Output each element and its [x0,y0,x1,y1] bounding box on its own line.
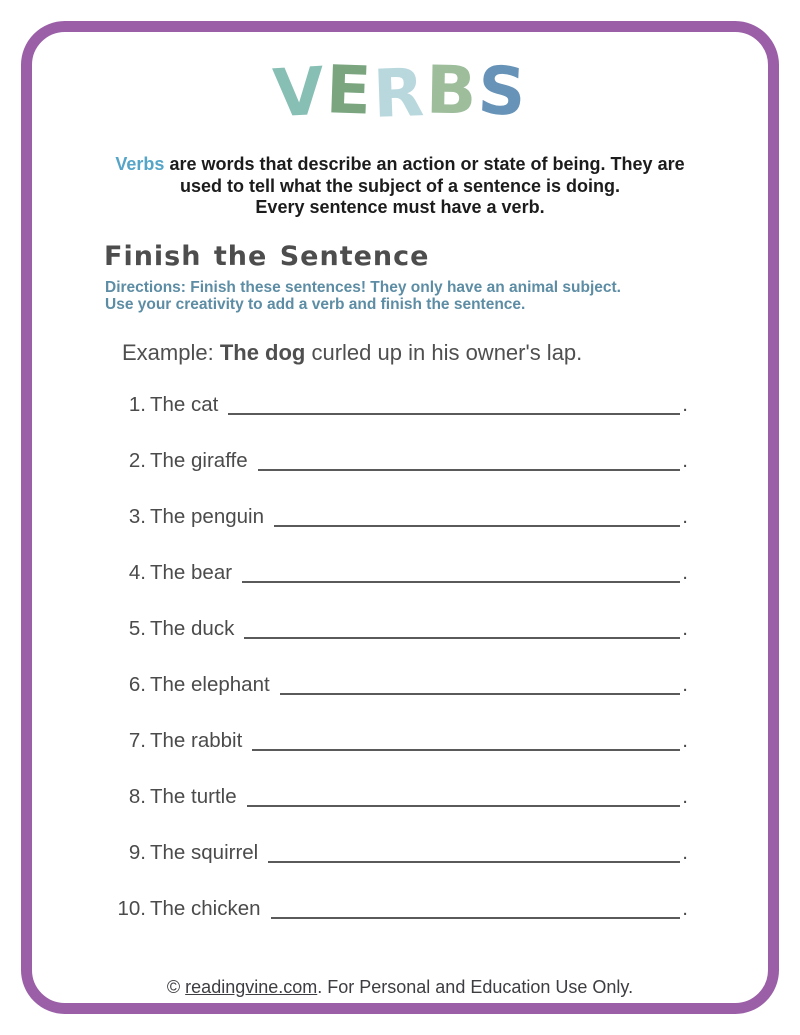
title-letter: S [475,51,530,132]
item-subject: The elephant [150,672,270,696]
answer-blank [274,525,680,527]
item-subject: The giraffe [150,448,248,472]
item-number: 7. [128,728,146,752]
item-period: . [682,728,688,752]
sentence-item [110,614,688,643]
item-period: . [682,560,688,584]
answer-blank [242,581,680,583]
item-period: . [682,392,688,416]
item-number: 3. [128,504,146,528]
item-subject: The bear [150,560,233,584]
answer-blank [271,917,681,919]
item-number: 6. [128,672,146,696]
footer-copyright [0,977,800,998]
intro-line-3: Every sentence must have a verb. [255,197,545,217]
item-number: 1. [128,392,146,416]
sentence-item [110,558,688,587]
item-subject: The squirrel [150,840,259,864]
sentence-item [110,502,688,531]
answer-blank [258,469,681,471]
title-letter: R [371,54,427,133]
example-label: Example: [122,339,220,365]
example-rest: curled up in his owner's lap. [305,339,583,365]
intro-highlight-word: Verbs [115,154,165,174]
sentence-item [110,390,688,419]
item-period: . [682,448,688,472]
title-letter: V [270,52,328,133]
item-number: 8. [128,784,146,808]
item-subject: The rabbit [150,728,243,752]
item-number: 4. [128,560,146,584]
footer-suffix: . For Personal and Education Use Only. [317,977,634,997]
item-subject: The turtle [150,784,237,808]
intro-line-2: used to tell what the subject of a sentence is doing. [179,175,621,196]
sentence-list [110,390,688,923]
directions-text [105,279,740,314]
sentence-item [110,670,688,699]
item-number: 9. [128,840,146,864]
title-letter: B [424,51,479,130]
item-number: 2. [128,448,146,472]
sentence-item [110,782,688,811]
footer-prefix: © [166,977,186,997]
item-number: 5. [128,616,146,640]
item-subject: The penguin [150,504,264,528]
item-period: . [682,504,688,528]
answer-blank [228,413,680,415]
item-period: . [682,616,688,640]
item-subject: The duck [150,616,235,640]
directions-line-2: Use your creativity to add a verb and finish the sentence. [105,296,526,313]
footer-link[interactable]: readingvine.com [185,977,318,997]
example-subject: The dog [219,339,306,365]
item-subject: The chicken [150,896,261,920]
item-subject: The cat [150,392,219,416]
intro-line-1-rest: are words that describe an action or state of being. They are [164,154,685,174]
item-number: 10. [117,896,146,920]
answer-blank [244,637,680,639]
item-period: . [682,784,688,808]
answer-blank [252,749,680,751]
sentence-item [110,446,688,475]
sentence-item [110,726,688,755]
worksheet-title [0,51,800,133]
item-period: . [682,896,688,920]
sentence-item [110,894,688,923]
answer-blank [280,693,681,695]
item-period: . [682,672,688,696]
title-letter: E [324,51,375,130]
example-sentence [122,338,800,368]
answer-blank [268,861,680,863]
intro-paragraph [40,154,760,219]
section-heading: Finish the Sentence [104,240,430,272]
directions-line-1: Directions: Finish these sentences! They only have an animal subject. [105,278,621,296]
intro-line-1 [40,154,760,176]
item-period: . [682,840,688,864]
sentence-item [110,838,688,867]
answer-blank [247,805,681,807]
